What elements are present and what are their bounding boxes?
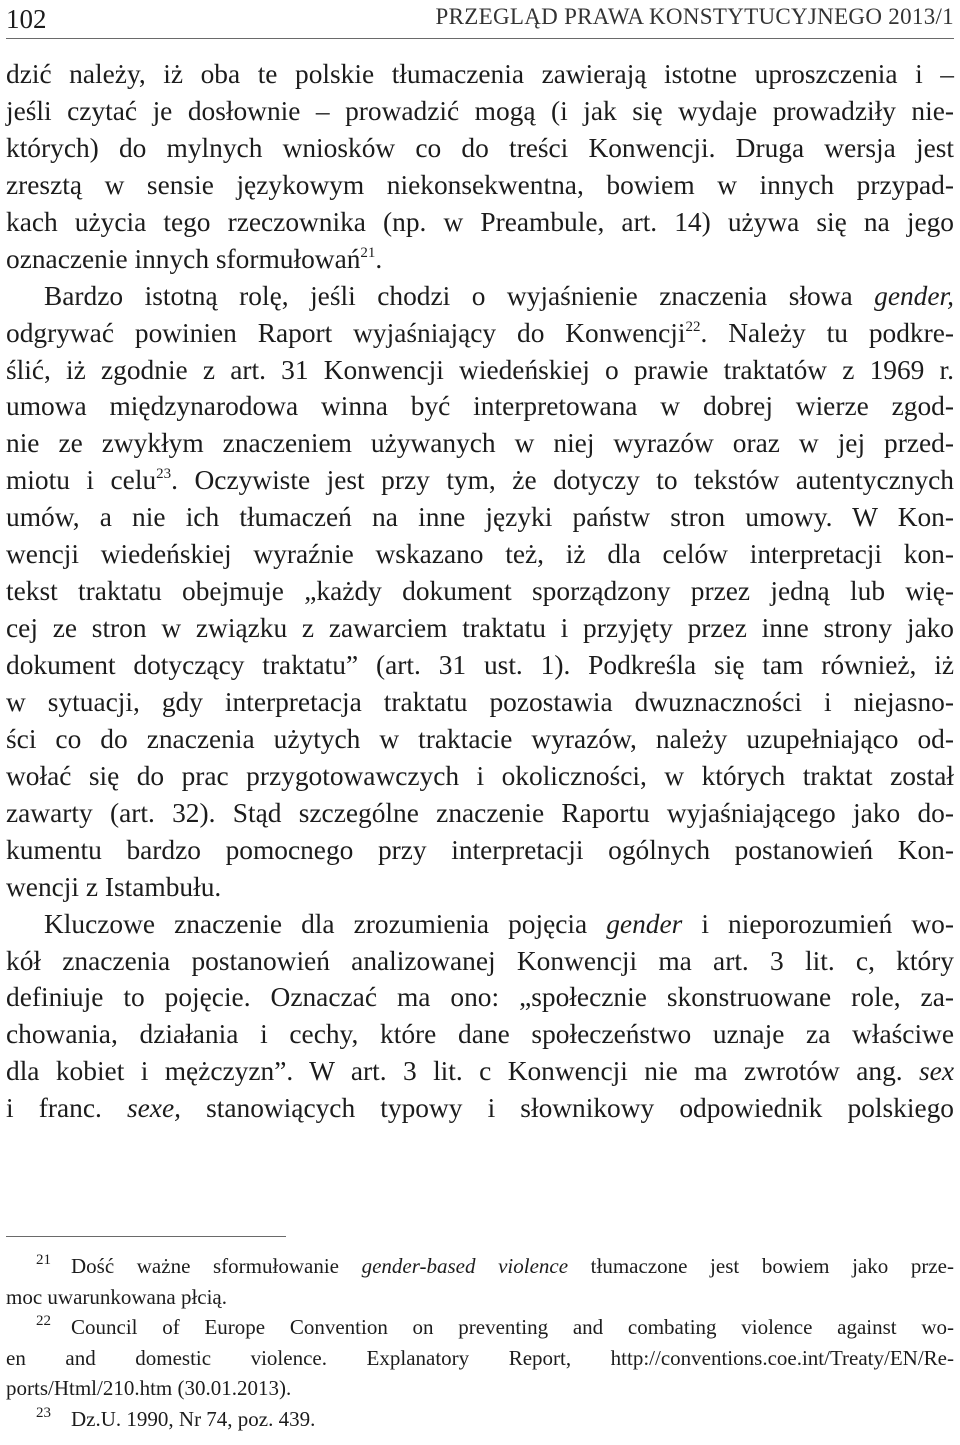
page-header	[6, 0, 954, 39]
footnote-23	[6, 1404, 954, 1435]
emphasis-gender: gender	[606, 908, 683, 939]
footnotes	[6, 1251, 954, 1434]
text-line: dokument dotyczący traktatu” (art. 31 ust. 1). Podkreśla się tam również, iż	[6, 650, 954, 680]
emphasis-gender-based-violence: gender-based violence	[361, 1254, 569, 1278]
text-line: wencji wiedeńskiej wyraźnie wskazano też, iż dla celów interpretacji kon-	[6, 539, 954, 570]
text-line	[6, 1053, 954, 1090]
text-line: kół znaczenia postanowień analizowanej Konwencji ma art. 3 lit. c, który	[6, 945, 954, 976]
text-line: ści co do znaczenia użytych w traktacie wyrazów, należy uzupełniająco od-	[6, 723, 954, 754]
text-line: tekst traktatu obejmuje „każdy dokument sporządzony przez jedną lub wię-	[6, 576, 954, 607]
running-head: PRZEGLĄD PRAWA KONSTYTUCYJNEGO 2013/1	[435, 4, 954, 29]
text-line: zresztą w sensie językowym niekonsekwentna, bowiem w innych przypad-	[6, 169, 954, 200]
page-number: 102	[6, 4, 47, 34]
text-line: umowa międzynarodowa winna być interpretowana w dobrej wierze zgod-	[6, 391, 954, 422]
text-run: Dz.U. 1990, Nr 74, poz. 439.	[71, 1406, 316, 1431]
text-line: nie ze zwykłym znaczeniem używanych w niej wyrazów oraz w jej przed-	[6, 428, 954, 459]
text-line: kumentu bardzo pomocnego przy interpretacji ogólnych postanowień Kon-	[6, 834, 954, 865]
text-run: . Oczywiste jest przy tym, że dotyczy to tekstów autentycznych	[171, 465, 954, 496]
text-run: miotu i celu	[6, 465, 157, 496]
footnote-22	[6, 1312, 954, 1343]
text-line: których) do mylnych wniosków co do treści Konwencji. Druga wersja jest	[6, 132, 954, 163]
text-run: dla kobiet i mężczyzn”. W art. 3 lit. c Konwencji nie ma zwrotów ang.	[6, 1056, 920, 1087]
text-line	[6, 278, 954, 315]
text-run: .	[375, 243, 383, 274]
footnote-21-cont: moc uwarunkowana płcią.	[6, 1284, 228, 1309]
text-line: chowania, działania i cechy, które dane społeczeństwo uznaje za właściwe	[6, 1019, 954, 1050]
text-run: Kluczowe znaczenie dla zrozumienia pojęcia	[44, 908, 607, 939]
text-line: wołać się do prac przygotowawczych i okoliczności, w których traktat został	[6, 760, 954, 791]
footnote-22-cont: ports/Html/210.htm (30.01.2013).	[6, 1376, 292, 1400]
text-line: definiuje to pojęcie. Oznaczać ma ono: „społecznie skonstruowane role, za-	[6, 982, 954, 1013]
text-line: wencji z Istambułu.	[6, 871, 222, 902]
emphasis-sexe: sexe,	[126, 1093, 181, 1124]
emphasis-gender: gender,	[874, 280, 954, 311]
footnote-ref-23[interactable]: 23	[156, 466, 172, 483]
text-line: w sytuacji, gdy interpretacja traktatu pozostawia dwuznaczności i niejasno-	[6, 686, 954, 717]
text-run: Dość ważne sformułowanie	[71, 1254, 362, 1278]
text-line	[6, 906, 954, 943]
footnote-ref-22[interactable]: 22	[685, 318, 701, 335]
text-run: Bardzo istotną rolę, jeśli chodzi o wyjaśnienie znaczenia słowa	[44, 280, 875, 311]
footnote-ref-21[interactable]: 21	[360, 244, 376, 261]
text-line: umów, a nie ich tłumaczeń na inne języki państw stron umowy. W Kon-	[6, 502, 954, 533]
text-line: dzić należy, iż oba te polskie tłumaczenia zawierają istotne uproszczenia i –	[6, 59, 954, 89]
footnote-number: 21	[36, 1252, 51, 1268]
text-line: jeśli czytać je dosłownie – prowadzić mogą (i jak się wydaje prowadziły nie-	[6, 95, 954, 126]
text-line	[6, 315, 954, 352]
text-run: tłumaczone jest bowiem jako prze-	[568, 1254, 954, 1278]
footnote-number: 22	[36, 1313, 51, 1329]
text-line	[6, 462, 954, 499]
text-line: cej ze stron w związku z zawarciem traktatu i przyjęty przez inne strony jako	[6, 613, 954, 644]
text-run: i nieporozumień wo-	[682, 908, 954, 939]
footnote-number: 23	[36, 1404, 51, 1421]
text-line: zawarty (art. 32). Stąd szczególne znaczenie Raportu wyjaśniającego jako do-	[6, 797, 954, 828]
text-run: stanowiących typowy i słownikowy odpowiednik polskiego	[180, 1093, 954, 1124]
text-run: . Należy tu podkre-	[700, 317, 955, 348]
text-line: ślić, iż zgodnie z art. 31 Konwencji wiedeńskiej o prawie traktatów z 1969 r.	[6, 354, 954, 385]
text-line	[6, 241, 954, 278]
text-run: i franc.	[6, 1093, 127, 1124]
footnote-21	[6, 1251, 954, 1282]
text-run: Council of Europe Convention on preventing and combating violence against wo-	[71, 1315, 954, 1339]
text-line: kach użycia tego rzeczownika (np. w Preambule, art. 14) używa się na jego	[6, 206, 954, 237]
footnote-22-link[interactable]: en and domestic violence. Explanatory Report, http://conventions.coe.int/Treaty/EN/Re-	[6, 1345, 954, 1370]
emphasis-sex: sex	[919, 1056, 954, 1087]
text-run: odgrywać powinien Raport wyjaśniający do Konwencji	[6, 317, 686, 348]
footnote-divider	[6, 1236, 286, 1237]
text-run: oznaczenie innych sformułowań	[6, 243, 361, 274]
body-text	[6, 56, 954, 1127]
text-line	[6, 1090, 954, 1127]
